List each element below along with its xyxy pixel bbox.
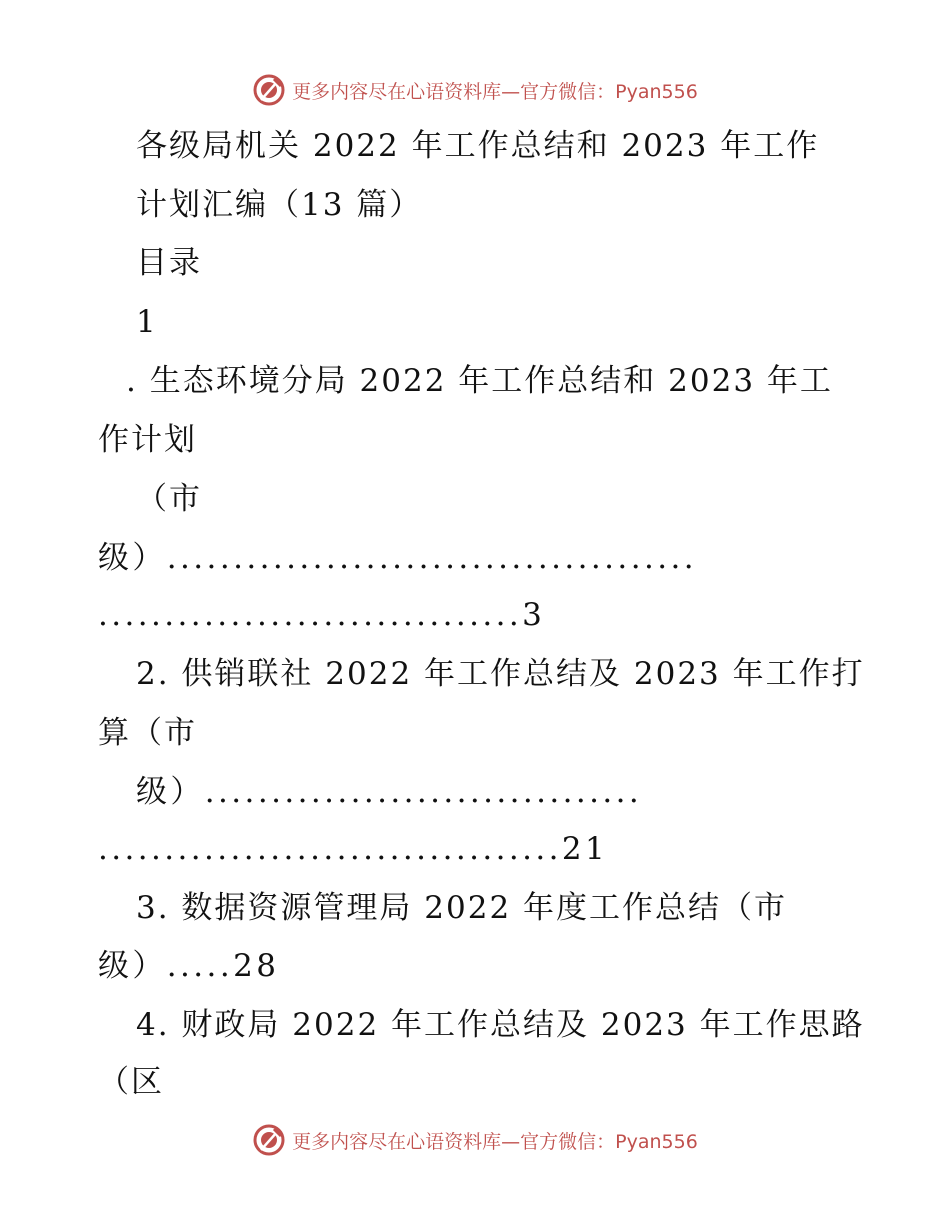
pen-seal-icon [252, 73, 286, 107]
toc-entry-2-line-3: 级）................................. [136, 774, 643, 810]
document-title-line-2: 计划汇编（13 篇） [136, 187, 423, 223]
toc-entry-2-leader [98, 829, 608, 869]
toc-entry-2-line-2: 算（市 [98, 715, 197, 751]
watermark-text: 更多内容尽在心语资料库—官方微信：Pyan556 [292, 80, 698, 103]
toc-entry-1-line-1: . 生态环境分局 2022 年工作总结和 2023 年工 [126, 363, 833, 399]
toc-entry-1-dots: ................................ [98, 597, 523, 633]
pen-seal-icon [252, 1123, 286, 1157]
toc-entry-1-leader [98, 595, 545, 635]
toc-entry-1-page: 3 [522, 597, 546, 633]
toc-entry-2-page: 21 [561, 831, 609, 867]
watermark-text: 更多内容尽在心语资料库—官方微信：Pyan556 [292, 1130, 698, 1153]
toc-entry-1-line-2: 作计划 [98, 422, 197, 458]
toc-entry-4-line-2: （区 [98, 1064, 164, 1100]
toc-entry-2-line-1: 2. 供销联社 2022 年工作总结及 2023 年工作打 [136, 656, 865, 692]
toc-entry-1-line-3: （市 [136, 481, 202, 517]
toc-entry-1-number: 1 [136, 304, 158, 340]
footer-watermark [0, 1120, 950, 1160]
toc-entry-4-line-1: 4. 财政局 2022 年工作总结及 2023 年工作思路 [136, 1007, 865, 1043]
toc-entry-3-leader [98, 946, 279, 986]
toc-entry-1-line-4: 级）........................................ [98, 540, 697, 576]
toc-entry-3-line-1: 3. 数据资源管理局 2022 年度工作总结（市 [136, 890, 788, 926]
toc-entry-3-page: 28 [233, 948, 280, 984]
toc-entry-3-line-2: 级）..... [98, 948, 234, 984]
header-watermark [0, 70, 950, 110]
toc-heading: 目录 [136, 245, 202, 281]
toc-entry-2-dots: ................................... [98, 831, 562, 867]
document-title-line-1: 各级局机关 2022 年工作总结和 2023 年工作 [136, 128, 820, 164]
